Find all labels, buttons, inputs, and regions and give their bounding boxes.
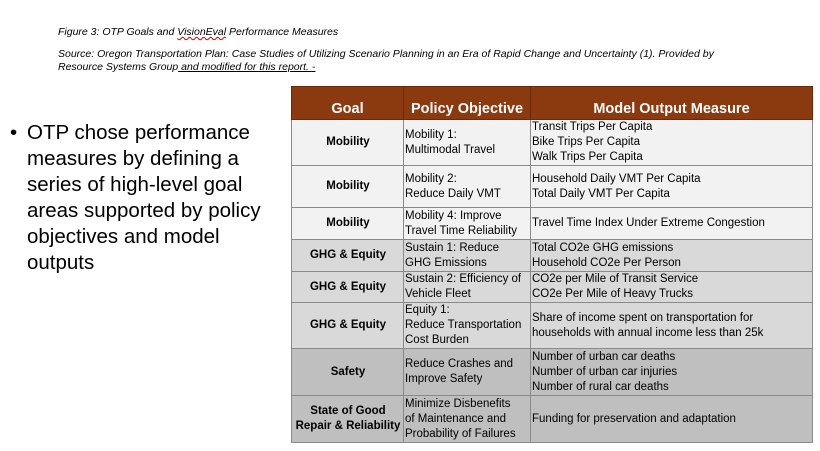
figure-title [58,26,338,39]
measure-line: Total CO2e GHG emissions [532,241,674,254]
objective-line: Reduce Transportation [405,319,522,331]
table-body [292,120,813,443]
measure-cell [531,208,813,240]
measure-line: CO2e Per Mile of Heavy Trucks [532,288,694,300]
objective-cell [404,349,531,396]
figure-title-visioneval: VisionEval [177,26,227,38]
goal-cell: Mobility [292,208,404,240]
measure-line: Total Daily VMT Per Capita [532,187,670,200]
measure-line: households with annual income less than 25k [532,326,764,339]
measure-line: Transit Trips Per Capita [532,121,653,133]
table-row [292,166,813,208]
objective-cell [404,120,531,166]
objective-line: Improve Safety [405,373,483,385]
header-model-output-measure: Model Output Measure [531,87,813,120]
bullet-symbol: • [10,121,18,144]
objective-line: Travel Time Reliability [405,224,518,237]
measure-line: Funding for preservation and adaptation [532,412,736,425]
figure-source [58,48,758,74]
goal-cell: GHG & Equity [292,303,404,349]
goal-cell: Mobility [292,120,404,166]
table-row [292,208,813,240]
objective-line: Mobility 1: [405,128,457,141]
measure-line: Bike Trips Per Capita [532,136,641,148]
measure-line: Household CO2e Per Person [532,256,681,269]
objective-line: of Maintenance and [405,412,507,425]
objective-cell [404,240,531,272]
measure-line: Household Daily VMT Per Capita [532,172,701,185]
objective-line: Sustain 1: Reduce [405,241,499,254]
measure-cell [531,240,813,272]
measure-cell [531,349,813,396]
table-row [292,349,813,396]
table-row [292,396,813,443]
objective-cell [404,166,531,208]
measure-line: Share of income spent on transportation for [532,311,754,324]
objective-cell [404,303,531,349]
objective-line: GHG Emissions [405,256,487,269]
objective-line: Vehicle Fleet [405,288,471,300]
goal-cell: GHG & Equity [292,240,404,272]
figure-title-prefix: Figure 3: OTP Goals and [58,26,178,38]
measure-line: Number of urban car injuries [532,365,678,378]
table-row [292,272,813,303]
figure-title-suffix: Performance Measures [226,26,339,38]
header-policy-objective: Policy Objective [404,87,531,120]
goal-cell: GHG & Equity [292,272,404,303]
measure-cell [531,272,813,303]
objective-line: Reduce Daily VMT [405,187,501,200]
objective-line: Mobility 2: [405,172,457,185]
table-row [292,303,813,349]
bullet-text: OTP chose performance measures by defining a series of high-level goal areas supported by policy objectives and model outputs [27,121,261,274]
measure-line: Walk Trips Per Capita [532,151,643,163]
measure-cell [531,166,813,208]
goal-cell: State of Good Repair & Reliability [292,396,404,443]
objective-line: Reduce Crashes and [405,358,514,370]
goal-cell: Safety [292,349,404,396]
objective-line: Probability of Failures [405,427,516,440]
source-end-mark: - [311,61,316,73]
measure-line: CO2e per Mile of Transit Service [532,273,699,285]
goal-cell: Mobility [292,166,404,208]
performance-measures-table [291,86,813,443]
measure-cell [531,120,813,166]
objective-cell [404,396,531,443]
objective-line: Minimize Disbenefits [405,397,511,410]
table-header-row [292,87,813,120]
table-row [292,240,813,272]
objective-line: Equity 1: [405,304,450,316]
source-modified-note: and modified for this report. [178,61,312,73]
objective-cell [404,208,531,240]
table-row [292,120,813,166]
objective-cell [404,272,531,303]
objective-line: Sustain 2: Efficiency of [405,273,522,285]
measure-line: Number of rural car deaths [532,380,669,393]
objective-line: Cost Burden [405,334,469,346]
objective-line: Mobility 4: Improve [405,209,502,222]
measure-line: Number of urban car deaths [532,350,676,363]
source-text: Source: Oregon Transportation Plan: Case Studies of Utilizing Scenario Planning in an Era of Rapid Change and Uncertainty (1). Provided by Resource Systems Group [58,48,714,73]
measure-cell [531,303,813,349]
measure-line: Travel Time Index Under Extreme Congestion [532,217,765,229]
header-goal: Goal [292,87,404,120]
measure-cell [531,396,813,443]
objective-line: Multimodal Travel [405,143,496,156]
